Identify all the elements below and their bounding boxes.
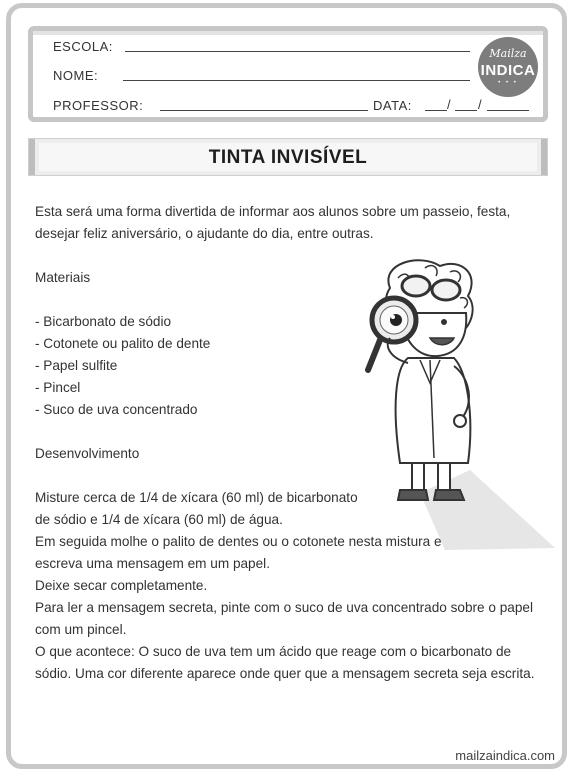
material-item: - Papel sulfite	[35, 358, 118, 373]
title-banner	[28, 138, 548, 176]
nome-label: NOME:	[53, 68, 99, 83]
date-year-field[interactable]	[487, 110, 529, 111]
date-slash-1: /	[447, 97, 452, 112]
nome-field[interactable]	[123, 80, 470, 81]
page-title: TINTA INVISÍVEL	[208, 147, 368, 168]
logo-bold-text: INDICA	[480, 62, 536, 79]
development-line: O que acontece: O suco de uva tem um ácido que reage com o bicarbonato de	[35, 644, 512, 659]
date-slash-2: /	[478, 97, 483, 112]
material-item: - Cotonete ou palito de dente	[35, 336, 211, 351]
footer-website[interactable]: mailzaindica.com	[455, 748, 555, 763]
material-item: - Pincel	[35, 380, 81, 395]
child-scientist-with-magnifying-glass-icon	[350, 258, 560, 558]
material-item: - Bicarbonato de sódio	[35, 314, 172, 329]
data-label: DATA:	[373, 98, 412, 113]
logo-dots: • • •	[498, 80, 518, 86]
development-line: sódio. Uma cor diferente aparece onde quer que a mensagem secreta seja escrita.	[35, 666, 535, 681]
development-line: escreva uma mensagem em um papel.	[35, 556, 270, 571]
development-line: Em seguida molhe o palito de dentes ou o cotonete nesta mistura e	[35, 534, 442, 549]
development-line: com um pincel.	[35, 622, 127, 637]
escola-label: ESCOLA:	[53, 39, 113, 54]
professor-field[interactable]	[160, 110, 368, 111]
professor-label: PROFESSOR:	[53, 98, 144, 113]
mailza-indica-logo-icon	[478, 37, 538, 97]
date-day-field[interactable]	[425, 110, 447, 111]
intro-line: Esta será uma forma divertida de informar aos alunos sobre um passeio, festa,	[35, 204, 511, 219]
development-line: Misture cerca de 1/4 de xícara (60 ml) de bicarbonato	[35, 490, 358, 505]
date-month-field[interactable]	[455, 110, 477, 111]
material-item: - Suco de uva concentrado	[35, 402, 198, 417]
development-line: Deixe secar completamente.	[35, 578, 208, 593]
materials-heading: Materiais	[35, 270, 91, 285]
intro-line: desejar feliz aniversário, o ajudante do dia, entre outras.	[35, 226, 374, 241]
development-heading: Desenvolvimento	[35, 446, 140, 461]
escola-field[interactable]	[125, 51, 470, 52]
development-line: de sódio e 1/4 de xícara (60 ml) de água.	[35, 512, 283, 527]
development-line: Para ler a mensagem secreta, pinte com o suco de uva concentrado sobre o papel	[35, 600, 533, 615]
logo-script-text: Mailza	[489, 47, 527, 60]
header-shadow	[33, 31, 543, 35]
